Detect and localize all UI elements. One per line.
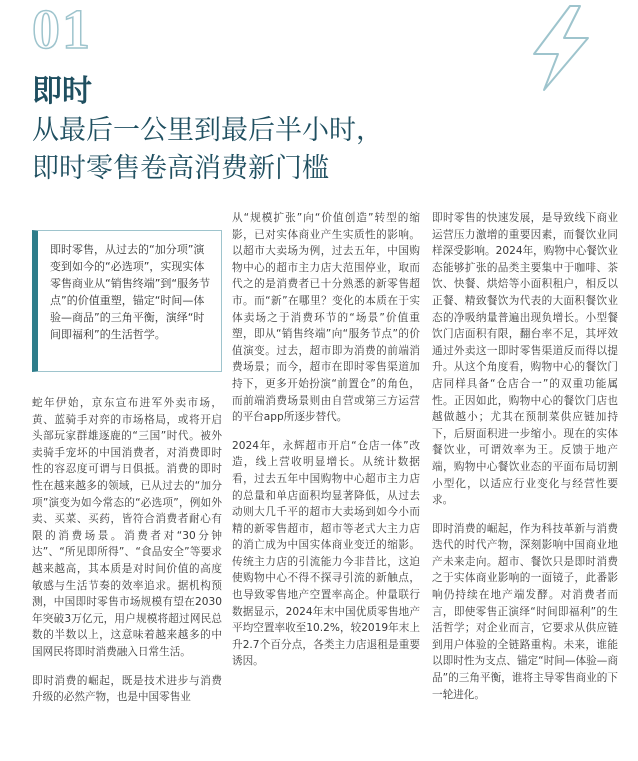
paragraph: 即时零售的快速发展，是导致线下商业运营压力激增的重要因素，而餐饮业同样深受影响。2024年，购物中心餐饮业态能够扩张的品类主要集中于咖啡、茶饮、快餐、烘焙等小面积租户，相反以正餐、精致餐饮为代表的大面积餐饮业态的净吸纳量普遍出现负增长。小型餐饮门店面积有限，翻台率不足，其坪效通过外卖这一即时零售渠道反而得以提升。从这个角度看，购物中心的餐饮门店同样具备“仓店合一”的双重功能属性。正因如此，购物中心的餐饮门店也越做越小；尤其在预制菜供应链加持下，后厨面积进一步缩小。现在的实体餐饮业，可谓效率为王。反馈于地产端，购物中心餐饮业态的平面布局切割小型化，以适应行业变化与经营性要求。 [432,212,618,507]
callout-text: 即时零售，从过去的“加分项”演变到如今的“必选项”，实现实体零售商业从“销售终端”到“服务节点”的价值重塑，锚定“时间—体验—商品”的三角平衡，演绎“时间即福利”的生活哲学。 [50,243,211,341]
paragraph: 即时消费的崛起，既是技术进步与消费升级的必然产物，也是中国零售业 [32,674,222,704]
chapter-subtitle [32,112,592,188]
subtitle-line-1: 从最后一公里到最后半小时， [32,115,383,146]
text-column-3 [432,210,618,715]
lightning-bolt-icon [520,4,600,92]
callout-box [32,230,222,372]
paragraph: 从“规模扩张”向“价值创造”转型的缩影，已对实体商业产生实质性的影响。以超市大卖场为例，过去五年，中国购物中心的超市主力店大范围停业，取而代之的是消费者已十分熟悉的新零售超市。而“新”在哪里？变化的本质在于实体卖场之于消费环节的“场景”价值重塑，即从“销售终端”向“服务节点”的价值演变。过去，超市即为消费的前端消费场景；而今，超市在即时零售渠道加持下，更多开始扮演“前置仓”的角色，而前端消费场景则由自营或第三方运营的平台app所逐步替代。 [232,212,420,424]
text-column-1 [32,395,222,718]
chapter-number: 01 [32,0,92,61]
paragraph: 蛇年伊始，京东宣布进军外卖市场，黄、蓝骑手对弈的市场格局，或将开启头部玩家群雄逐鹿的“三国”时代。被外卖骑手宠坏的中国消费者，对消费即时性的容忍度可谓与日俱抵。消费的即时性在越来越多的领域，已从过去的“加分项”演变为如今常态的“必选项”，例如外卖、买菜、买药，皆符合消费者耐心有限的消费场景。消费者对“30分钟达”、“所见即所得”、“食品安全”等要求越来越高，其本质是对时间价值的高度敏感与生活节奏的效率追求。据机构预测，中国即时零售市场规模有望在2030年突破3万亿元，用户规模将超过网民总数的半数以上，这意味着越来越多的中国网民将即时消费融入日常生活。 [32,397,222,658]
chapter-heading: 即时 [32,74,92,109]
paragraph: 2024年，永辉超市开启“仓店一体”改造，线上营收明显增长。从统计数据看，过去五年中国购物中心超市主力店的总量和单店面积均显著降低，从过去动则大几千平的超市大卖场到如今小而精的新零售超市，超市等老式大主力店的消亡成为中国实体商业变迁的缩影。传统主力店的引流能力今非昔比，这迫使购物中心不得不探寻引流的新触点，也导致零售地产空置率高企。仲量联行数据显示，2024年末中国优质零售地产平均空置率收至10.2%，较2019年末上升2.7个百分点，各类主力店退租是重要诱因。 [232,439,420,668]
paragraph: 即时消费的崛起，作为科技革新与消费迭代的时代产物，深刻影响中国商业地产未来走向。超市、餐饮只是即时消费之于实体商业影响的一面镜子，此番影响仍持续在地产端发酵。对消费者而言，即使零售正演绎“时间即福利”的生活哲学；对企业而言，它要求从供应链到用户体验的全链路重构。未来，谁能以即时性为支点、锚定“时间—体验—商品”的三角平衡，谁将主导零售商业的下一轮进化。 [432,522,618,701]
text-column-2 [232,210,420,682]
subtitle-line-2: 即时零售卷高消费新门槛 [32,153,329,184]
